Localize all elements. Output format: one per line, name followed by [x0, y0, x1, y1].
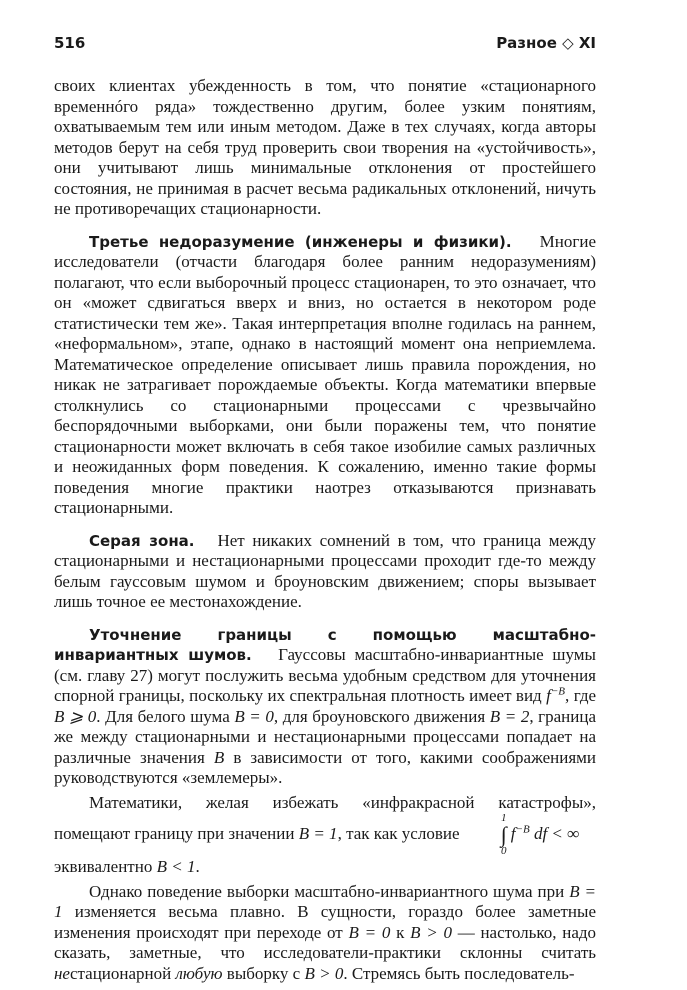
integral — [466, 813, 507, 857]
math-b-lt-1: B < 1 — [156, 857, 196, 876]
text-run: — настолько, надо сказать, заметные, что исследователи-практики склонны считать — [54, 922, 597, 962]
math-b: B — [213, 747, 225, 767]
text-run: . Для белого шума — [96, 706, 230, 726]
paragraph-mathematicians — [54, 793, 596, 878]
math-f: f — [546, 686, 551, 705]
text-run: , так как условие — [337, 823, 460, 843]
math-b1: B = 1 — [54, 881, 597, 921]
running-head: Разное ◇ XI — [496, 34, 596, 52]
page-header — [54, 34, 596, 56]
text-run: , граница же между стационарными и нестационарными процессами попадает на различные значения — [54, 706, 597, 767]
section-third-misunderstanding — [54, 232, 596, 519]
text-run: изменяется весьма плавно. В сущности, гораздо более заметные изменения происходят при переходе от — [54, 902, 596, 942]
math-exponent: −B — [515, 823, 530, 836]
math-b-gt-0: B > 0 — [410, 922, 452, 942]
italic-prefix: не — [54, 963, 70, 983]
math-b-gt-0: B > 0 — [304, 963, 344, 983]
text-run: , для броуновского движения — [273, 706, 486, 726]
text-run: стационарной — [69, 963, 172, 983]
text-run: . Стремясь быть последователь- — [343, 963, 575, 983]
section-text: Многие исследователи (отчасти благодаря более ранним недоразумениям) полагают, что если выборочный процесс стационарен, то это означает, что он «может сдвигаться вверх и вниз, но остается в некотором роде статистически тем же». Такая интерпретация вполне годилась на раннем, «неформальном», этапе, однако в настоящий момент она неприемлема. Математическое определение описывает лишь правила порождения, но никак не затрагивает порождаемые объекты. Когда математики впервые столкнулись со стационарными процессами с чрезвычайно беспорядочными выборками, они были поражены тем, что понятие стационарности может включать в себя такое изобилие самых различных и неожиданных форм поведения. К сожалению, именно такие формы поведения многие практики наотрез отказываются признавать стационарными. — [54, 231, 597, 517]
integral-upper-limit: 1 — [501, 812, 507, 824]
math-exponent: −B — [550, 685, 566, 698]
section-heading: Третье недоразумение (инженеры и физики). — [89, 232, 512, 251]
text-run: , где — [565, 686, 597, 705]
math-condition: B ⩾ 0 — [54, 706, 97, 726]
paragraph-however — [54, 882, 596, 985]
page-body — [54, 76, 596, 984]
math-b1: B = 1 — [298, 823, 338, 843]
section-heading: Уточнение границы с помощью масштабно-инвариантных шумов. — [54, 625, 596, 664]
integral-sign: ∫ — [500, 822, 507, 847]
text-run: к — [396, 922, 405, 942]
text-run: . — [195, 857, 200, 876]
math-b2: B = 2 — [489, 706, 530, 726]
paragraph-continuation: своих клиентах убежденность в том, что понятие «стационарного временнóго ряда» тождественно другим, более узким понятиям, охватываемым тем или иным методом. Даже в тех случаях, когда авторы методов берут на себя труд проверить свои творения на «устойчивость», они учитывают лишь минимальные отклонения от простейшего состояния, не принимая в расчет весьма радикальных отклонений, ничуть не противоречащих стационарности. — [54, 76, 596, 218]
text-run: Математики, желая избежать «инфракрасной катастрофы», помещают границу при значении — [54, 792, 596, 843]
math-integrand: f — [510, 823, 516, 843]
math-b0: B = 0 — [348, 922, 391, 942]
math-b0: B = 0 — [234, 706, 274, 726]
page-number: 516 — [54, 34, 86, 52]
section-heading: Серая зона. — [89, 531, 195, 550]
math-df: df < ∞ — [529, 823, 580, 843]
text-run: эквивалентно — [54, 857, 153, 876]
section-gray-zone — [54, 531, 596, 613]
integral-lower-limit: 0 — [501, 845, 507, 857]
italic-word: любую — [175, 963, 223, 983]
text-run: Гауссовы масштабно-инвариантные шумы (см. главу 27) могут послужить весьма удобным средством для уточнения спорной границы, поскольку их спектральная плотность имеет вид — [54, 645, 596, 705]
section-text: Нет никаких сомнений в том, что граница между стационарными и нестационарными процессами проходит где-то между белым гауссовым шумом и броуновским движением; споры вызывает лишь точное ее местонахождение. — [54, 530, 596, 611]
text-run: Однако поведение выборки масштабно-инвариантного шума при — [89, 881, 565, 901]
text-run: выборку с — [226, 963, 301, 983]
section-boundary-refinement — [54, 625, 596, 789]
text-run: в зависимости от того, какими соображениями руководствуются «землемеры». — [54, 747, 597, 787]
